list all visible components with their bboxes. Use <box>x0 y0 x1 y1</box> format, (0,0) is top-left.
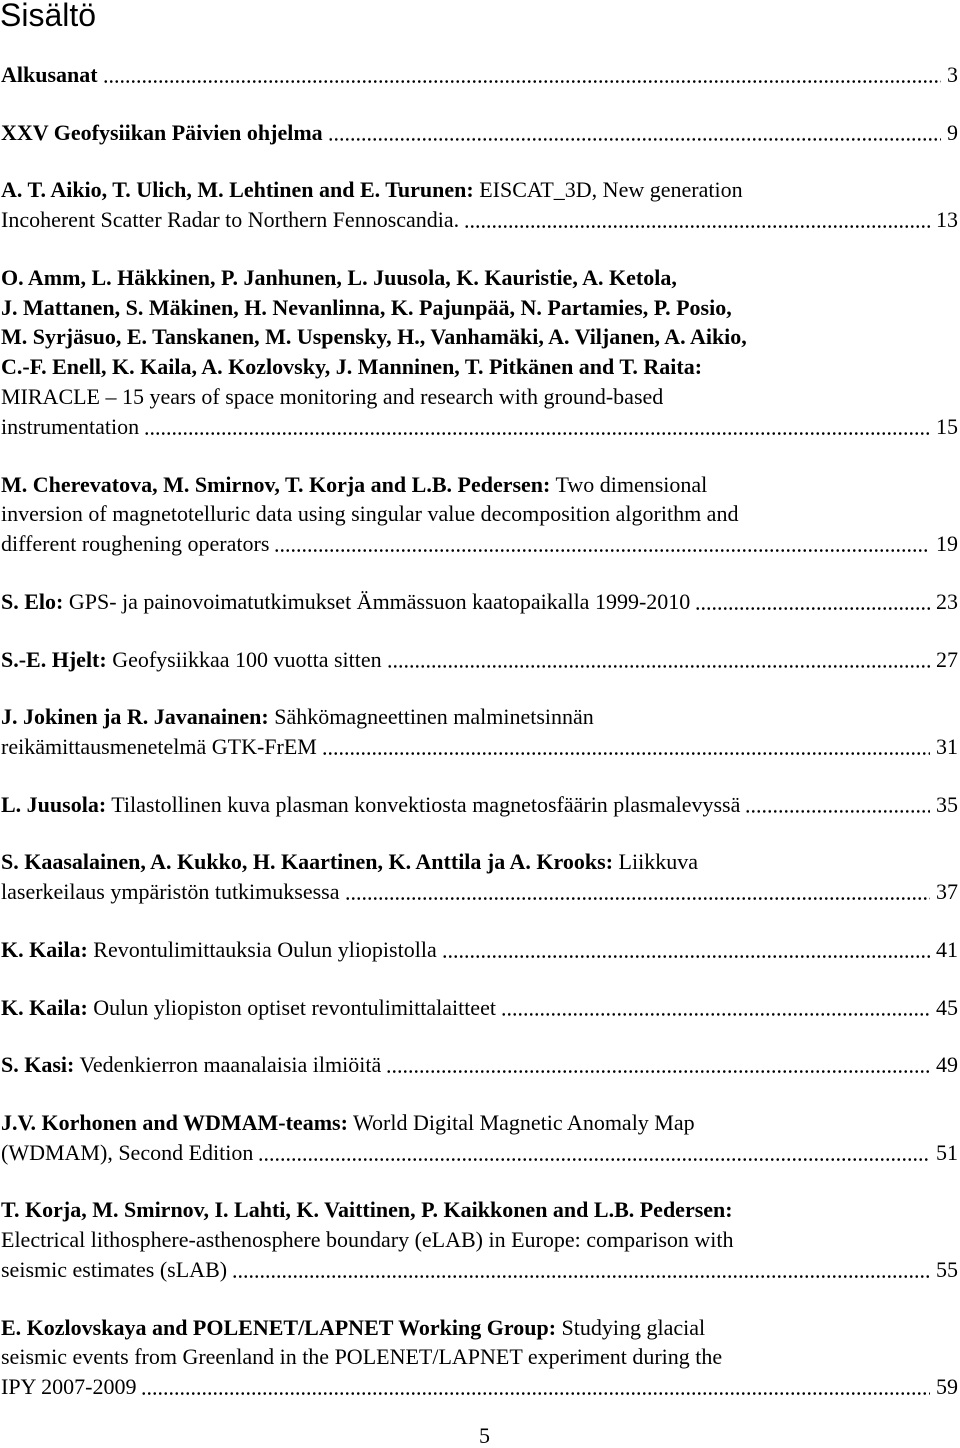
toc-entry-authors: S. Elo: <box>1 588 64 614</box>
toc-entry-line <box>1 935 958 965</box>
toc-entry-text <box>1 529 269 559</box>
toc-entry-text <box>1 263 677 293</box>
toc-entry-text <box>1 60 98 90</box>
toc-entry-title: Tilastollinen kuva plasman konvektiosta magnetosfäärin plasmalevyssä <box>106 791 741 817</box>
toc-entry <box>1 1195 958 1284</box>
dot-leader <box>141 1372 930 1402</box>
toc-entry-page-number: 27 <box>936 646 958 672</box>
toc-entry-text <box>1 382 663 412</box>
toc-entry-title: Vedenkierron maanalaisia ilmiöitä <box>74 1052 382 1078</box>
dot-leader <box>387 645 930 675</box>
toc-entry-text <box>1 1342 722 1372</box>
toc-entry-title: World Digital Magnetic Anomaly Map <box>347 1109 695 1135</box>
toc-entry-title: reikämittausmenetelmä GTK-FrEM <box>1 733 317 759</box>
toc-entry-authors: C.-F. Enell, K. Kaila, A. Kozlovsky, J. Manninen, T. Pitkänen and T. Raita: <box>1 354 703 380</box>
toc-entry-page-number: 45 <box>936 994 958 1020</box>
dot-leader <box>386 1050 930 1080</box>
toc-entry <box>1 1108 958 1168</box>
toc-entry-authors: O. Amm, L. Häkkinen, P. Janhunen, L. Juusola, K. Kauristie, A. Ketola, <box>1 264 677 290</box>
toc-entry-line <box>1 732 958 762</box>
toc-entry-title: seismic estimates (sLAB) <box>1 1256 228 1282</box>
toc-entry-title: Sähkömagneettinen malminetsinnän <box>268 704 594 730</box>
toc-entry-text <box>1 1050 381 1080</box>
toc-entry-line <box>1 1195 958 1225</box>
toc-entry-text <box>1 1372 136 1402</box>
toc-entry-text <box>1 1255 227 1285</box>
toc-entry-line <box>1 263 958 293</box>
toc-entry-page-number: 31 <box>936 733 958 759</box>
toc-entry-title: IPY 2007-2009 <box>1 1374 137 1400</box>
dot-leader <box>144 412 930 442</box>
toc-entry-line <box>1 529 958 559</box>
toc-entry-text <box>1 702 594 732</box>
toc-entry-line <box>1 118 958 148</box>
dot-leader <box>695 587 930 617</box>
dot-leader <box>501 993 930 1023</box>
toc-entry-title: Oulun yliopiston optiset revontulimittalaitteet <box>87 994 496 1020</box>
toc-entry <box>1 993 958 1023</box>
toc-entry-text <box>1 790 740 820</box>
toc-entry-text <box>1 412 139 442</box>
toc-entry-page-number: 9 <box>947 119 958 145</box>
toc-entry-page-number: 35 <box>936 791 958 817</box>
toc-entry-line <box>1 1372 958 1402</box>
toc-entry-line <box>1 1313 958 1343</box>
toc-entry-line <box>1 993 958 1023</box>
toc-entry-authors: J.V. Korhonen and WDMAM-teams: <box>1 1109 348 1135</box>
toc-entry-text <box>1 205 459 235</box>
toc-entry-line <box>1 1050 958 1080</box>
toc-entry-line <box>1 1138 958 1168</box>
toc-entry-title: laserkeilaus ympäristön tutkimuksessa <box>1 879 340 905</box>
toc-entry-text <box>1 118 323 148</box>
dot-leader <box>258 1138 930 1168</box>
toc-entry <box>1 263 958 442</box>
dot-leader <box>232 1255 930 1285</box>
toc-entry-line <box>1 499 958 529</box>
toc-entry-text <box>1 1313 705 1343</box>
toc-entry-title: Studying glacial <box>556 1314 706 1340</box>
toc-entry-title: GPS- ja painovoimatutkimukset Ämmässuon kaatopaikalla 1999-2010 <box>63 588 691 614</box>
toc-entry-text <box>1 175 743 205</box>
toc-entry-page-number: 13 <box>936 207 958 233</box>
toc-entry-authors: L. Juusola: <box>1 791 107 817</box>
toc-entry-line <box>1 645 958 675</box>
toc-entry <box>1 1313 958 1402</box>
toc-entry <box>1 470 958 559</box>
toc-entry-text <box>1 322 747 352</box>
toc-entry-page-number: 51 <box>936 1139 958 1165</box>
toc-entry <box>1 60 958 90</box>
toc-entry-title: Revontulimittauksia Oulun yliopistolla <box>87 936 437 962</box>
toc-entry-page-number: 23 <box>936 588 958 614</box>
toc-entry-page-number: 37 <box>936 879 958 905</box>
toc-entry-text <box>1 499 738 529</box>
toc-entry-title: Incoherent Scatter Radar to Northern Fennoscandia. <box>1 207 460 233</box>
page-title: Sisältö <box>0 0 97 33</box>
dot-leader <box>464 205 930 235</box>
toc-entry-line <box>1 382 958 412</box>
toc-entry-authors: K. Kaila: <box>1 936 88 962</box>
toc-entry-page-number: 59 <box>936 1374 958 1400</box>
table-of-contents <box>1 60 958 1402</box>
toc-entry-authors: E. Kozlovskaya and POLENET/LAPNET Working Group: <box>1 1314 557 1340</box>
toc-entry-page-number: 15 <box>936 413 958 439</box>
toc-entry-line <box>1 322 958 352</box>
toc-entry-line <box>1 702 958 732</box>
toc-entry-title: instrumentation <box>1 413 140 439</box>
dot-leader <box>103 60 941 90</box>
page-footer-number: 5 <box>479 1423 490 1448</box>
toc-entry-page-number: 49 <box>936 1052 958 1078</box>
dot-leader <box>345 877 931 907</box>
toc-entry-text <box>1 587 690 617</box>
toc-entry-line <box>1 175 958 205</box>
dot-leader <box>322 732 930 762</box>
toc-entry <box>1 1050 958 1080</box>
dot-leader <box>442 935 930 965</box>
toc-entry-title: MIRACLE – 15 years of space monitoring and research with ground-based <box>1 384 664 410</box>
toc-entry-title: Geofysiikkaa 100 vuotta sitten <box>106 646 382 672</box>
toc-entry-authors: S.-E. Hjelt: <box>1 646 107 672</box>
toc-entry-line <box>1 587 958 617</box>
toc-entry-authors: M. Cherevatova, M. Smirnov, T. Korja and L.B. Pedersen: <box>1 471 551 497</box>
toc-entry-line <box>1 60 958 90</box>
toc-entry-line <box>1 1255 958 1285</box>
toc-entry <box>1 175 958 235</box>
toc-entry <box>1 587 958 617</box>
toc-entry-title: seismic events from Greenland in the POLENET/LAPNET experiment during the <box>1 1344 723 1370</box>
toc-entry-title: EISCAT_3D, New generation <box>473 177 743 203</box>
toc-entry <box>1 118 958 148</box>
toc-entry <box>1 847 958 907</box>
toc-entry <box>1 790 958 820</box>
toc-entry-text <box>1 935 437 965</box>
toc-entry-text <box>1 1108 695 1138</box>
toc-entry-authors: M. Syrjäsuo, E. Tanskanen, M. Uspensky, H., Vanhamäki, A. Viljanen, A. Aikio, <box>1 324 747 350</box>
toc-entry-line <box>1 790 958 820</box>
toc-entry-authors: K. Kaila: <box>1 994 88 1020</box>
toc-entry-text <box>1 1138 253 1168</box>
toc-entry-line <box>1 470 958 500</box>
toc-entry-authors: S. Kasi: <box>1 1052 75 1078</box>
toc-entry-line <box>1 412 958 442</box>
toc-entry-text <box>1 732 317 762</box>
toc-entry-page-number: 41 <box>936 936 958 962</box>
toc-entry-authors: S. Kaasalainen, A. Kukko, H. Kaartinen, K. Anttila ja A. Krooks: <box>1 849 614 875</box>
toc-entry-title: different roughening operators <box>1 531 270 557</box>
toc-entry-authors: XXV Geofysiikan Päivien ohjelma <box>1 119 323 145</box>
toc-entry-text <box>1 293 732 323</box>
toc-entry-title: inversion of magnetotelluric data using singular value decomposition algorithm and <box>1 501 739 527</box>
toc-entry-text <box>1 352 702 382</box>
toc-entry-line <box>1 847 958 877</box>
dot-leader <box>328 118 941 148</box>
toc-entry-line <box>1 293 958 323</box>
toc-entry-title: Electrical lithosphere-asthenosphere boundary (eLAB) in Europe: comparison with <box>1 1227 734 1253</box>
toc-entry-text <box>1 1225 734 1255</box>
toc-entry-text <box>1 847 698 877</box>
toc-entry-authors: A. T. Aikio, T. Ulich, M. Lehtinen and E. Turunen: <box>1 177 474 203</box>
toc-entry-text <box>1 877 340 907</box>
toc-entry-line <box>1 352 958 382</box>
toc-entry-page-number: 55 <box>936 1256 958 1282</box>
toc-entry-line <box>1 1108 958 1138</box>
toc-entry-line <box>1 1342 958 1372</box>
toc-entry-authors: J. Jokinen ja R. Javanainen: <box>1 704 269 730</box>
dot-leader <box>745 790 930 820</box>
toc-entry-line <box>1 205 958 235</box>
toc-entry <box>1 645 958 675</box>
toc-entry-line <box>1 877 958 907</box>
toc-entry <box>1 935 958 965</box>
toc-entry-line <box>1 1225 958 1255</box>
toc-entry-authors: J. Mattanen, S. Mäkinen, H. Nevanlinna, K. Pajunpää, N. Partamies, P. Posio, <box>1 294 732 320</box>
toc-entry-page-number: 3 <box>947 62 958 87</box>
toc-entry-title: (WDMAM), Second Edition <box>1 1139 254 1165</box>
dot-leader <box>274 529 930 559</box>
toc-entry-text <box>1 470 707 500</box>
toc-entry-text <box>1 993 496 1023</box>
toc-entry-authors: T. Korja, M. Smirnov, I. Lahti, K. Vaittinen, P. Kaikkonen and L.B. Pedersen: <box>1 1197 733 1223</box>
toc-entry-authors: Alkusanat <box>1 62 98 87</box>
toc-entry-text <box>1 645 382 675</box>
toc-entry-title: Two dimensional <box>550 471 708 497</box>
toc-entry-page-number: 19 <box>936 531 958 557</box>
toc-entry <box>1 702 958 762</box>
toc-entry-text <box>1 1195 733 1225</box>
toc-entry-title: Liikkuva <box>613 849 698 875</box>
